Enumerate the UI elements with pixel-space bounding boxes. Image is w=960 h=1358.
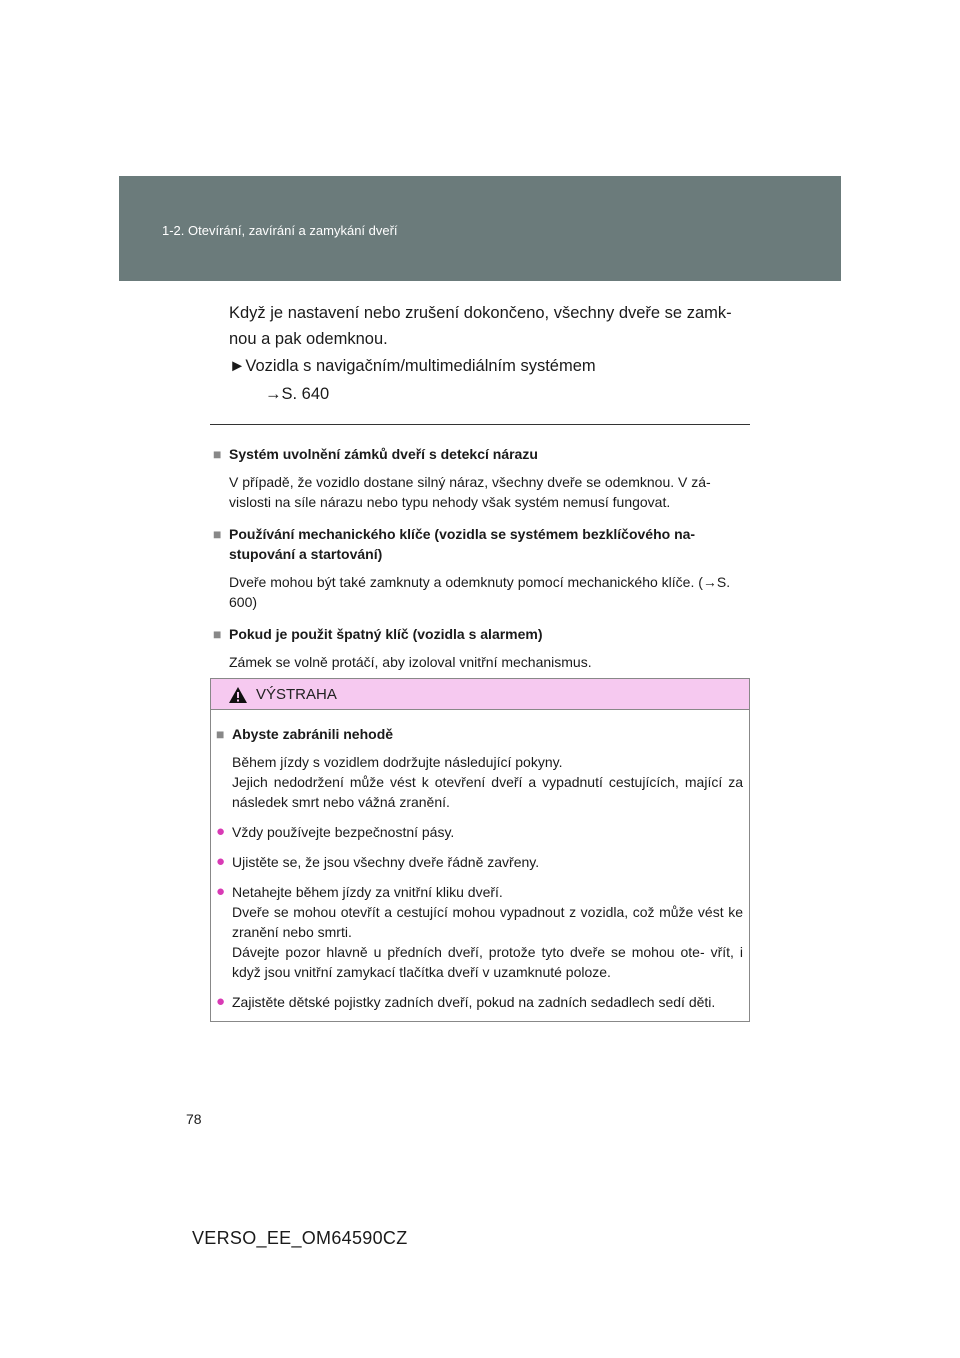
warning-header [211, 679, 749, 710]
note-title: Používání mechanického klíče (vozidla se systémem bezklíčového na- stupování a startování) [229, 526, 696, 562]
intro-text [229, 300, 749, 352]
warning-bullet [216, 882, 743, 982]
warning-body [211, 710, 749, 1012]
warning-paragraph [232, 752, 743, 812]
dot-bullet-icon: ● [216, 823, 226, 840]
dot-bullet-icon: ● [216, 883, 226, 900]
navigation-note-text: Vozidla s navigačním/multimediálním systémem [245, 357, 596, 375]
divider [210, 424, 750, 425]
page-number: 78 [186, 1111, 202, 1127]
section-title: 1-2. Otevírání, zavírání a zamykání dveří [162, 223, 398, 238]
square-bullet-icon: ■ [213, 526, 222, 542]
note-body: V případě, že vozidlo dostane silný náraz, všechny dveře se odemknou. V zá- vislosti na síle nárazu nebo typu nehody však systém nemusí fungovat. [229, 474, 711, 510]
square-bullet-icon: ■ [216, 726, 225, 742]
warning-paragraph-line: Jejich nedodržení může vést k otevření dveří a vypadnutí cestujících, mající za následek smrt nebo vážná zranění. [232, 774, 743, 810]
note-body: Zámek se volně protáčí, aby izoloval vnitřní mechanismus. [229, 654, 592, 670]
document-code: VERSO_EE_OM64590CZ [192, 1228, 408, 1248]
section-header-band [119, 176, 841, 281]
square-bullet-icon: ■ [213, 446, 222, 462]
square-bullet-icon: ■ [213, 626, 222, 642]
intro-line: nou a pak odemknou. [229, 330, 388, 348]
warning-box [210, 678, 750, 1022]
bullet-text: Netahejte během jízdy za vnitřní kliku dveří. [232, 884, 503, 900]
warning-bullet [216, 992, 743, 1012]
warning-bullet [216, 822, 743, 842]
note-item [213, 524, 753, 612]
triangle-pointer-icon: ► [229, 357, 246, 375]
warning-label: VÝSTRAHA [256, 686, 337, 703]
note-item [213, 444, 753, 512]
note-item [213, 624, 753, 672]
warning-bullet [216, 852, 743, 872]
arrow-right-icon: → [265, 385, 282, 403]
note-title: Pokud je použit špatný klíč (vozidla s alarmem) [229, 626, 543, 642]
warning-triangle-icon [228, 686, 248, 704]
note-body: Dveře mohou být také zamknuty a odemknuty pomocí mechanického klíče. (→S. 600) [229, 574, 731, 610]
bullet-text: Vždy používejte bezpečnostní pásy. [232, 824, 455, 840]
navigation-note [229, 357, 596, 376]
warning-paragraph-line: Během jízdy s vozidlem dodržujte následující pokyny. [232, 754, 563, 770]
warning-title: Abyste zabránili nehodě [232, 726, 394, 742]
intro-line: Když je nastavení nebo zrušení dokončeno, všechny dveře se zamk- [229, 304, 732, 322]
notes-section [213, 444, 753, 684]
dot-bullet-icon: ● [216, 993, 226, 1010]
note-title: Systém uvolnění zámků dveří s detekcí nárazu [229, 446, 538, 462]
bullet-text: Dávejte pozor hlavně u předních dveří, protože tyto dveře se mohou ote- vřít, i když jsou vnitřní zamykací tlačítka dveří v uzamknuté poloze. [232, 944, 743, 980]
bullet-text: Ujistěte se, že jsou všechny dveře řádně zavřeny. [232, 854, 540, 870]
page-reference [265, 385, 329, 404]
bullet-text: Dveře se mohou otevřít a cestující mohou vypadnout z vozidla, což může vést ke zranění nebo smrti. [232, 904, 743, 940]
dot-bullet-icon: ● [216, 853, 226, 870]
page-reference-text: S. 640 [281, 385, 330, 403]
bullet-text: Zajistěte dětské pojistky zadních dveří, pokud na zadních sedadlech sedí děti. [232, 994, 716, 1010]
